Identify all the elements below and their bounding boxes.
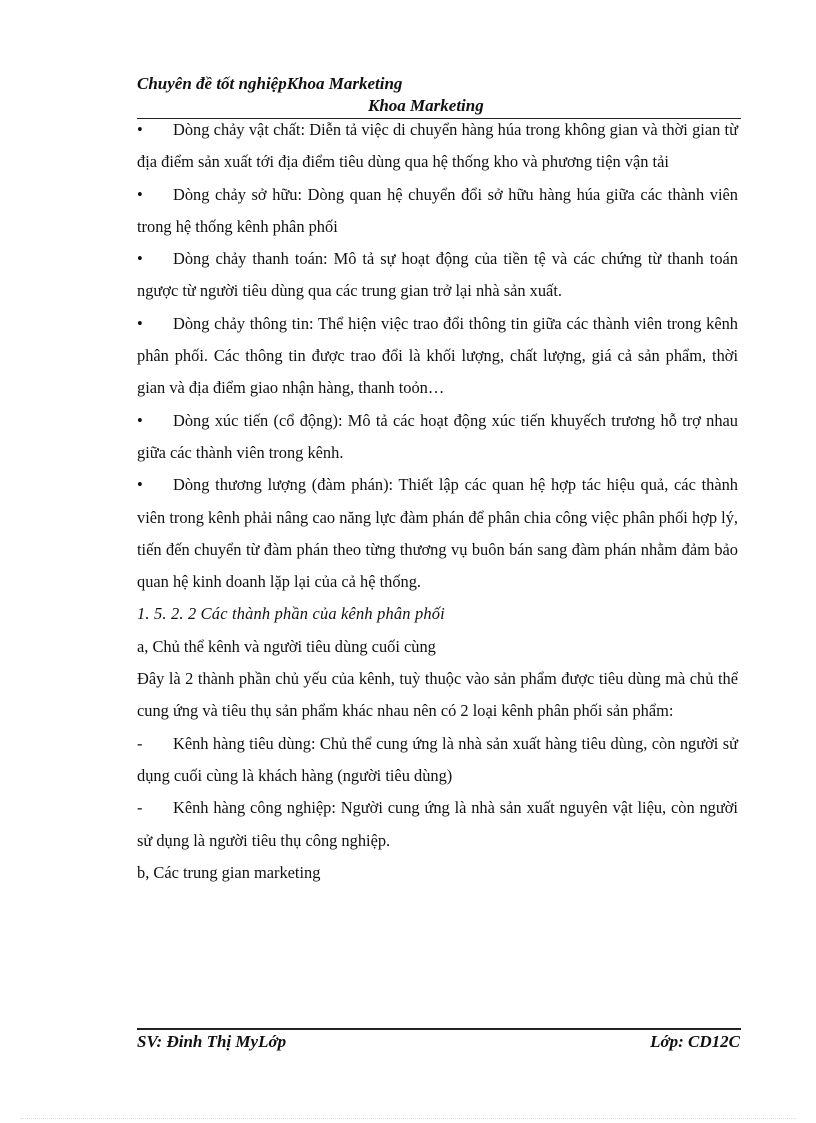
header-department: Khoa Marketing <box>368 96 484 115</box>
list-item <box>137 114 738 179</box>
intro-paragraph: Đây là 2 thành phần chủ yếu của kênh, tuỳ thuộc vào sản phẩm được tiêu dùng mà chủ thể cung ứng và tiêu thụ sản phẩm khác nhau nên có 2 loại kênh phân phối sản phẩm: <box>137 669 738 721</box>
footer-student: SV: Đinh Thị MyLớp <box>137 1032 287 1051</box>
bullet-icon: • <box>137 249 143 269</box>
list-item-text: Dòng xúc tiến (cổ động): Mô tả các hoạt động xúc tiến khuyếch trương hỗ trợ nhau giữa các thành viên trong kênh. <box>137 410 738 462</box>
dash-icon: - <box>137 798 143 818</box>
section-subheading: 1. 5. 2. 2 Các thành phần của kênh phân phối <box>137 604 445 624</box>
list-item-text: Dòng thương lượng (đàm phán): Thiết lập các quan hệ hợp tác hiệu quả, các thành viên trong kênh phải nâng cao năng lực đàm phán để phân chia công việc phân phối hợp lý, tiến đến chuyển từ đàm phán theo từng thương vụ buôn bán sang đàm phán nhằm đảm bảo quan hệ kinh doanh lặp lại của cả hệ thống. <box>137 475 738 592</box>
list-item-text: Dòng chảy sở hữu: Dòng quan hệ chuyển đổi sở hữu hàng húa giữa các thành viên trong hệ thống kênh phân phối <box>137 184 738 236</box>
bullet-icon: • <box>137 313 143 333</box>
list-item-text: Dòng chảy vật chất: Diễn tả việc di chuyển hàng húa trong không gian và thời gian từ địa điểm sản xuất tới địa điểm tiêu dùng qua hệ thống kho và phương tiện vận tải <box>137 120 738 172</box>
document-body <box>137 114 738 889</box>
list-item-text: Kênh hàng công nghiệp: Người cung ứng là nhà sản xuất nguyên vật liệu, còn người sử dụng là người tiêu thụ công nghiệp. <box>137 798 738 850</box>
bullet-icon: • <box>137 120 143 139</box>
list-item <box>137 469 738 598</box>
dash-icon: - <box>137 733 143 753</box>
list-item <box>137 308 738 405</box>
list-item <box>137 792 738 857</box>
section-heading-a: a, Chủ thể kênh và người tiêu dùng cuối cùng <box>137 636 436 656</box>
list-item-text: Kênh hàng tiêu dùng: Chủ thể cung ứng là nhà sản xuất hàng tiêu dùng, còn người sử dụng cuối cùng là khách hàng (người tiêu dùng) <box>137 733 738 785</box>
bullet-icon: • <box>137 410 143 430</box>
list-item <box>137 243 738 308</box>
bullet-icon: • <box>137 475 143 495</box>
section-heading-b: b, Các trung gian marketing <box>137 862 321 882</box>
list-item-text: Dòng chảy thông tin: Thể hiện việc trao đổi thông tin giữa các thành viên trong kênh phân phối. Các thông tin được trao đổi là khối lượng, chất lượng, giá cả sản phẩm, thời gian và địa điểm giao nhận hàng, thanh toỏn… <box>137 313 738 398</box>
list-item-text: Dòng chảy thanh toán: Mô tả sự hoạt động của tiền tệ và các chứng từ thanh toán ngược từ người tiêu dùng qua các trung gian trở lại nhà sản xuất. <box>137 249 738 301</box>
bullet-icon: • <box>137 184 143 204</box>
list-item <box>137 405 738 470</box>
list-item <box>137 728 738 793</box>
header-title: Chuyên đề tốt nghiệpKhoa Marketing <box>137 74 403 93</box>
footer-class: Lớp: CD12C <box>650 1032 740 1051</box>
footer-rule <box>137 1028 741 1030</box>
page-edge-divider <box>20 1118 796 1119</box>
list-item <box>137 179 738 244</box>
